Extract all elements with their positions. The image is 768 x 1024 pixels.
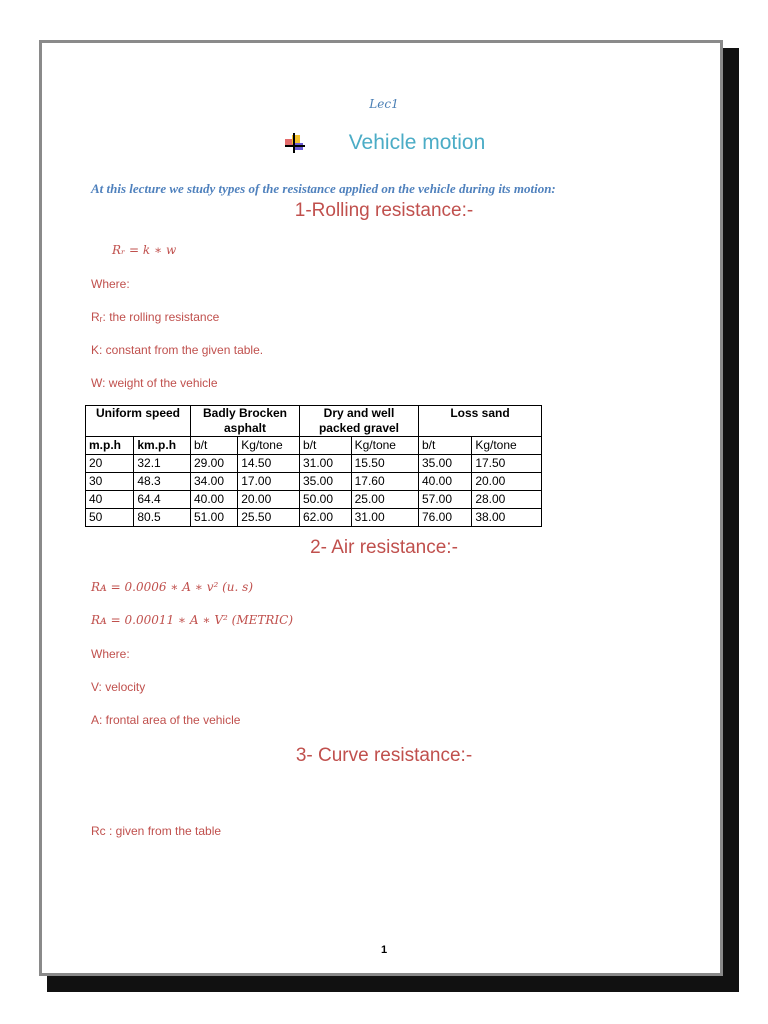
colored-cross-icon: [283, 133, 307, 153]
rolling-heading: 1-Rolling resistance:-: [294, 200, 474, 221]
rolling-formula: Rᵣ = k ∗ w: [112, 243, 177, 257]
table-cell: 25.50: [238, 509, 300, 527]
table-cell: 17.60: [351, 473, 418, 491]
subheader-cell: km.p.h: [134, 437, 191, 455]
table-cell: 40: [86, 491, 134, 509]
table-cell: 31.00: [351, 509, 418, 527]
table-cell: 31.00: [300, 455, 352, 473]
curve-item: Rᴄ : given from the table: [91, 824, 222, 838]
header-loss-sand: Loss sand: [419, 406, 542, 437]
air-item-velocity: V: velocity: [91, 680, 146, 694]
rolling-item-k: K: constant from the given table.: [91, 343, 264, 357]
header-gravel: Dry and well packed gravel: [300, 406, 419, 437]
table-cell: 17.00: [238, 473, 300, 491]
table-cell: 38.00: [472, 509, 542, 527]
air-heading: 2- Air resistance:-: [310, 537, 458, 558]
table-cell: 57.00: [419, 491, 472, 509]
table-cell: 28.00: [472, 491, 542, 509]
table-cell: 32.1: [134, 455, 191, 473]
air-formula-us: Rᴀ = 0.0006 ∗ A ∗ v² (u. s): [91, 580, 254, 594]
table-cell: 20: [86, 455, 134, 473]
rolling-item-w: W: weight of the vehicle: [91, 376, 218, 390]
table-row: [86, 491, 542, 509]
table-cell: 50: [86, 509, 134, 527]
table-cell: 34.00: [191, 473, 238, 491]
header-broken-asphalt: Badly Brocken asphalt: [191, 406, 300, 437]
subheader-cell: m.p.h: [86, 437, 134, 455]
table-cell: 35.00: [300, 473, 352, 491]
table-subheader-row: [86, 437, 542, 455]
subheader-cell: b/t: [419, 437, 472, 455]
subheader-cell: Kg/tone: [351, 437, 418, 455]
document-page: [39, 40, 723, 976]
header-uniform-speed: Uniform speed: [86, 406, 191, 437]
intro-text: At this lecture we study types of the resistance applied on the vehicle during its motion:: [91, 181, 556, 196]
table-row: [86, 455, 542, 473]
page-title: Vehicle motion: [348, 131, 486, 154]
title-row: [42, 131, 726, 155]
curve-heading: 3- Curve resistance:-: [295, 745, 473, 766]
subheader-cell: Kg/tone: [238, 437, 300, 455]
table-cell: 62.00: [300, 509, 352, 527]
rolling-item-rr: Rᵣ: the rolling resistance: [91, 310, 220, 324]
table-cell: 14.50: [238, 455, 300, 473]
air-formula-metric: Rᴀ = 0.00011 ∗ A ∗ V² (METRIC): [91, 613, 294, 627]
table-row: [86, 473, 542, 491]
subheader-cell: b/t: [191, 437, 238, 455]
table-cell: 76.00: [419, 509, 472, 527]
table-header-row: [86, 406, 542, 437]
table-cell: 30: [86, 473, 134, 491]
table-cell: 64.4: [134, 491, 191, 509]
air-where: Where:: [91, 647, 130, 661]
table-cell: 35.00: [419, 455, 472, 473]
table-cell: 80.5: [134, 509, 191, 527]
subheader-cell: b/t: [300, 437, 352, 455]
table-cell: 40.00: [191, 491, 238, 509]
table-row: [86, 509, 542, 527]
table-cell: 51.00: [191, 509, 238, 527]
air-item-area: A: frontal area of the vehicle: [91, 713, 241, 727]
table-cell: 40.00: [419, 473, 472, 491]
table-cell: 17.50: [472, 455, 542, 473]
subheader-cell: Kg/tone: [472, 437, 542, 455]
table-cell: 20.00: [238, 491, 300, 509]
table-cell: 48.3: [134, 473, 191, 491]
rolling-where: Where:: [91, 277, 130, 291]
table-cell: 15.50: [351, 455, 418, 473]
table-cell: 20.00: [472, 473, 542, 491]
lecture-label: Lec1: [369, 97, 399, 111]
page-number: 1: [380, 944, 388, 956]
resistance-table: [85, 405, 542, 527]
table-cell: 50.00: [300, 491, 352, 509]
table-cell: 25.00: [351, 491, 418, 509]
table-cell: 29.00: [191, 455, 238, 473]
